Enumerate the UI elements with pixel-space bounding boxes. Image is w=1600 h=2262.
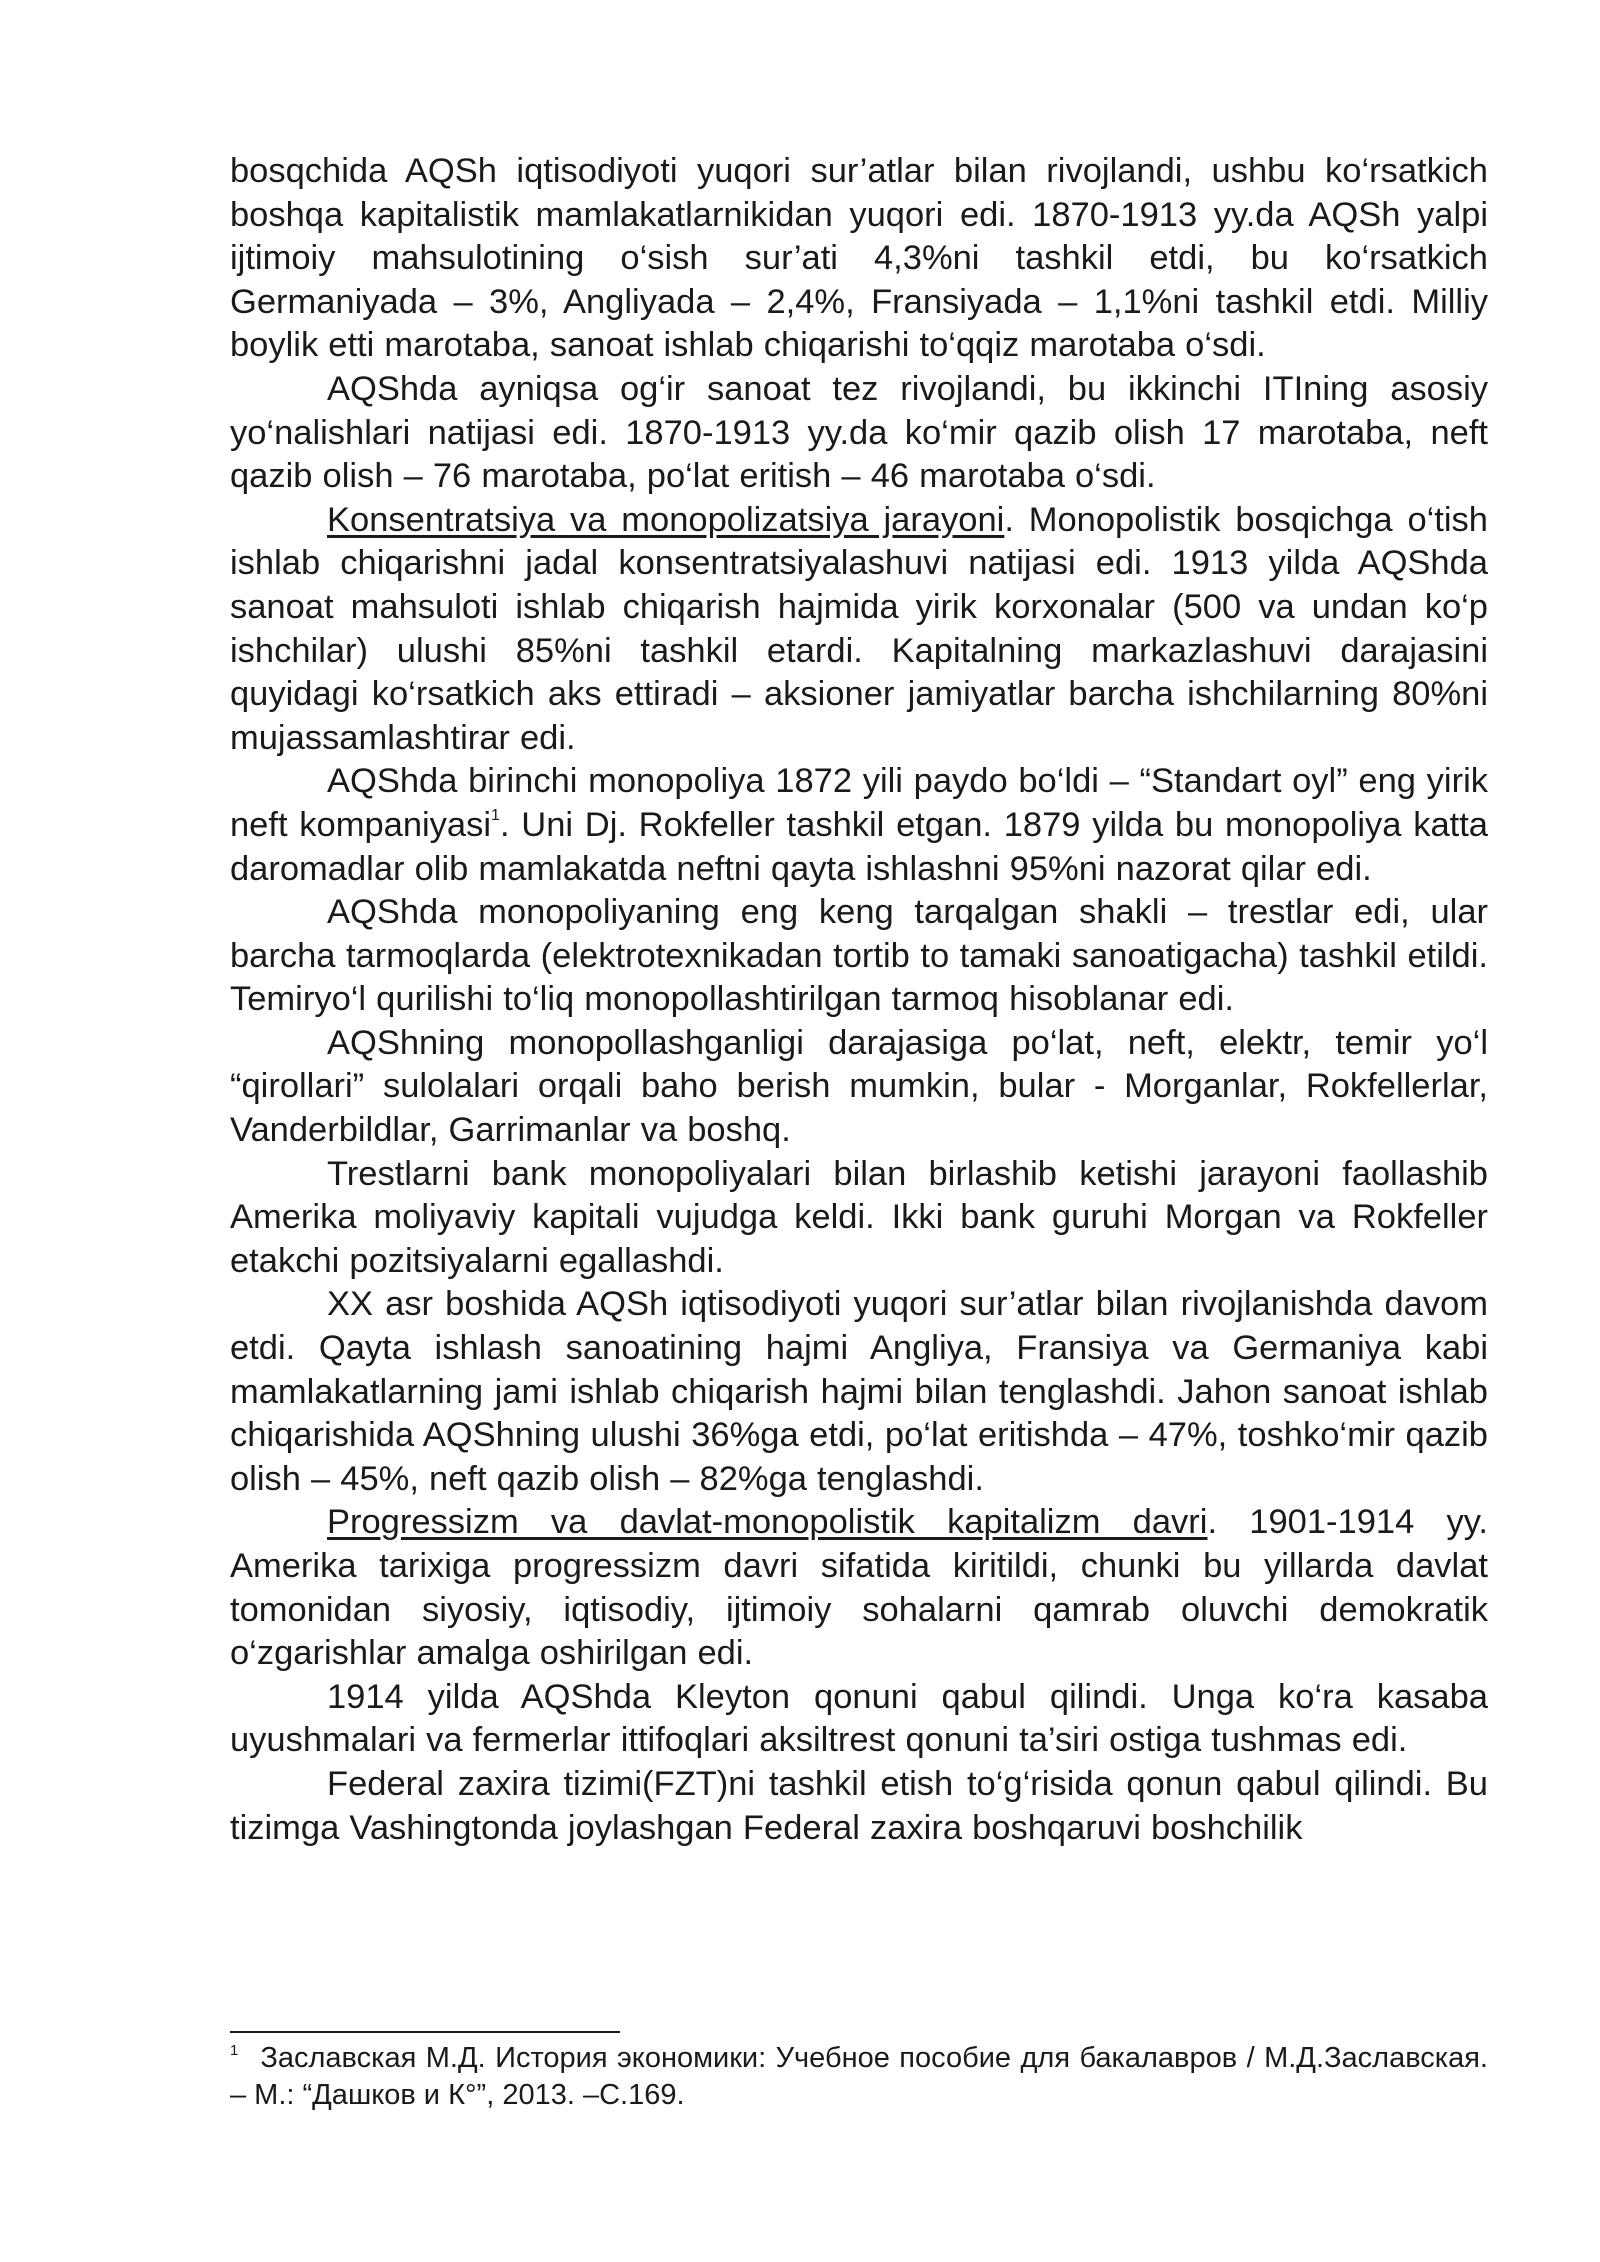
paragraph [230,1022,1488,1153]
paragraph [230,368,1488,499]
paragraph-text: . Monopolistik bosqichga o‘tish ishlab chiqarishni jadal konsentratsiyalashuvi natijasi edi. 1913 yilda AQShda sanoat mahsuloti ishlab chiqarish hajmida yirik korxonalar (500 va undan ko‘p ishchilar) ulushi 85%ni tashkil etardi. Kapitalning markazlashuvi darajasini quyidagi ko‘rsatkich aks ettiradi – aksioner jamiyatlar barcha ishchilarning 80%ni mujassamlashtirar edi. [230,500,1488,757]
paragraph-text: AQShning monopollashganligi darajasiga po‘lat, neft, elektr, temir yo‘l “qirollari” sulolalari orqali baho berish mumkin, bular - Morganlar, Rokfellerlar, Vanderbildlar, Garrimanlar va boshq. [230,1023,1488,1150]
paragraph-text: Federal zaxira tizimi(FZT)ni tashkil etish to‘g‘risida qonun qabul qilindi. Bu tizimga Vashingtonda joylashgan Federal zaxira boshqaruvi boshchilik [230,1764,1488,1847]
paragraph-text: . Uni Dj. Rokfeller tashkil etgan. 1879 yilda bu monopoliya katta daromadlar olib mamlakatda neftni qayta ishlashni 95%ni nazorat qilar edi. [230,805,1488,888]
paragraph [230,1283,1488,1501]
paragraph [230,1763,1488,1850]
section-heading: Konsentratsiya va monopolizatsiya jarayoni [327,500,1005,539]
footnote-marker: 1 [230,2042,239,2059]
paragraph-text: XX asr boshida AQSh iqtisodiyoti yuqori sur’atlar bilan rivojlanishda davom etdi. Qayta ishlash sanoatining hajmi Angliya, Fransiya va Germaniya kabi mamlakatlarning jami ishlab chiqarish hajmi bilan tenglashdi. Jahon sanoat ishlab chiqarishida AQShning ulushi 36%ga etdi, po‘lat eritishda – 47%, toshko‘mir qazib olish – 45%, neft qazib olish – 82%ga tenglashdi. [230,1285,1488,1498]
footnote-text: Заславская М.Д. История экономики: Учебное пособие для бакалавров / М.Д.Заславская. – М.: “Дашков и К°”, 2013. –С.169. [230,2042,1488,2111]
paragraph [230,760,1488,891]
paragraph-text: . 1901-1914 yy. Amerika tarixiga progressizm davri sifatida kiritildi, chunki bu yillarda davlat tomonidan siyosiy, iqtisodiy, ijtimoiy sohalarni qamrab oluvchi demokratik o‘zgarishlar amalga oshirilgan edi. [230,1503,1488,1673]
paragraph-text: bosqchida AQSh iqtisodiyoti yuqori sur’atlar bilan rivojlandi, ushbu ko‘rsatkich boshqa kapitalistik mamlakatlarnikidan yuqori edi. 1870-1913 yy.da AQSh yalpi ijtimoiy mahsulotining o‘sish sur’ati 4,3%ni tashkil etdi, bu ko‘rsatkich Germaniyada – 3%, Angliyada – 2,4%, Fransiyada – 1,1%ni tashkil etdi. Milliy boylik etti marotaba, sanoat ishlab chiqarishi to‘qqiz marotaba o‘sdi. [230,152,1488,365]
footnote-separator [230,2031,620,2033]
footnote [230,2040,1488,2114]
paragraph-text: 1914 yilda AQShda Kleyton qonuni qabul qilindi. Unga ko‘ra kasaba uyushmalari va fermerlar ittifoqlari aksiltrest qonuni ta’siri ostiga tushmas edi. [230,1677,1488,1760]
paragraph [230,1676,1488,1763]
section-heading: Progressizm va davlat-monopolistik kapitalizm davri [327,1503,1208,1542]
paragraph-text: Trestlarni bank monopoliyalari bilan birlashib ketishi jarayoni faollashib Amerika moliyaviy kapitali vujudga keldi. Ikki bank guruhi Morgan va Rokfeller etakchi pozitsiyalarni egallashdi. [230,1154,1488,1280]
page-body [230,150,1488,1850]
paragraph-text: AQShda ayniqsa og‘ir sanoat tez rivojlandi, bu ikkinchi ITIning asosiy yo‘nalishlari natijasi edi. 1870-1913 yy.da ko‘mir qazib olish 17 marotaba, neft qazib olish – 76 marotaba, po‘lat eritish – 46 marotaba o‘sdi. [230,369,1488,496]
paragraph [230,1501,1488,1675]
paragraph-text: AQShda monopoliyaning eng keng tarqalgan shakli – trestlar edi, ular barcha tarmoqlarda (elektrotexnikadan tortib to tamaki sanoatigacha) tashkil etildi. Temiryo‘l qurilishi to‘liq monopollashtirilgan tarmoq hisoblanar edi. [230,893,1488,1019]
paragraph-text: AQShda birinchi monopoliya 1872 yili paydo bo‘ldi – “Standart oyl” eng yirik neft kompaniyasi [230,762,1488,844]
paragraph [230,1153,1488,1284]
footnote-reference: 1 [491,806,500,824]
paragraph [230,150,1488,368]
paragraph [230,499,1488,761]
paragraph [230,891,1488,1022]
